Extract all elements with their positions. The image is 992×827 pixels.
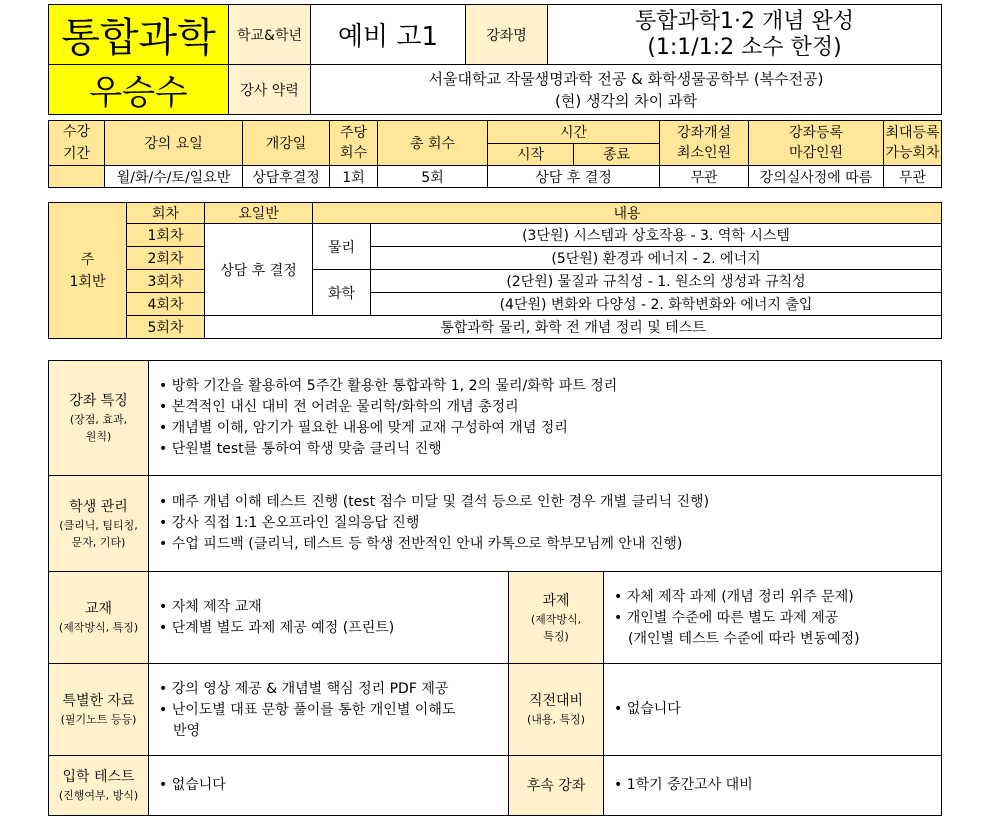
bio-cell (311, 65, 942, 115)
followup-title: 후속 강좌 (526, 777, 586, 794)
exam-prep-label: 직전대비 (내용, 특징) (509, 664, 604, 756)
subject-title: 통합과학 (49, 5, 229, 65)
special-label: 특별한 자료 (필기노트 등등) (49, 664, 149, 756)
list-item: • 단계별 별도 과제 제공 예정 (프린트) (159, 618, 508, 639)
special-title: 특별한 자료 (62, 693, 135, 709)
subject-chemistry: 화학 (313, 270, 371, 316)
homework-label: 과제 (제작방식, 특징) (509, 572, 604, 664)
curriculum-side-label: 주 1회반 (49, 203, 127, 339)
deadline-header: 강좌등록 마감인원 (749, 121, 884, 166)
header-table (48, 4, 942, 115)
course-title-cell (548, 5, 942, 65)
details-table (48, 360, 942, 816)
list-item: • 본격적인 내신 대비 전 어려운 물리학/화학의 개념 총정리 (159, 397, 941, 418)
min-value: 무관 (660, 166, 749, 188)
content-2: (5단원) 환경과 에너지 - 2. 에너지 (371, 247, 942, 270)
time-start-header: 시작 (488, 143, 574, 166)
time-header: 시간 (488, 121, 660, 144)
followup-content (604, 756, 942, 816)
start-date-value: 상담후결정 (243, 166, 330, 188)
schedule-table (48, 120, 942, 188)
list-item: • 단원별 test를 통하여 학생 맞춤 클리닉 진행 (159, 439, 941, 460)
class-value: 상담 후 결정 (205, 224, 313, 316)
period-filler (49, 166, 105, 188)
max-header: 최대등록 가능회차 (884, 121, 942, 166)
list-item: • 개념별 이해, 암기가 필요한 내용에 맞게 교재 구성하여 개념 정리 (159, 418, 941, 439)
exam-prep-title: 직전대비 (528, 693, 584, 709)
days-header: 강의 요일 (105, 121, 243, 166)
list-item: • 방학 기간을 활용하여 5주간 활용한 통합과학 1, 2의 물리/화학 파트 정리 (159, 376, 941, 397)
list-item: • 개인별 수준에 따른 별도 과제 제공 (614, 608, 941, 629)
content-3: (2단원) 물질과 규칙성 - 1. 원소의 생성과 규칙성 (371, 270, 942, 293)
total-value: 5회 (378, 166, 488, 188)
grade-label: 학교&학년 (229, 5, 311, 65)
list-item: • 난이도별 대표 문항 풀이를 통한 개인별 이해도 (159, 700, 508, 721)
session-4: 4회차 (127, 293, 205, 316)
course-title: 통합과학1·2 개념 완성 (635, 8, 854, 34)
features-title: 강좌 특징 (69, 393, 128, 409)
grade-value: 예비 고1 (311, 5, 466, 65)
list-item: • 강사 직접 1:1 온오프라인 질의응답 진행 (159, 513, 941, 534)
management-content (149, 476, 942, 572)
list-item: • 없습니다 (614, 699, 941, 720)
subject-physics: 물리 (313, 224, 371, 270)
content-5: 통합과학 물리, 화학 전 개념 정리 및 테스트 (205, 316, 942, 339)
max-value: 무관 (884, 166, 942, 188)
course-subtitle: (1:1/1:2 소수 한정) (647, 34, 842, 60)
teacher-name: 우승수 (49, 65, 229, 115)
textbook-title: 교재 (84, 601, 113, 617)
bio-line-1: 서울대학교 작물생명과학 전공 & 화학생물공학부 (복수전공) (428, 69, 824, 88)
management-label: 학생 관리 (클리닉, 팀티칭, 문자, 기타) (49, 476, 149, 572)
list-item: • 자체 제작 교재 (159, 597, 508, 618)
time-value: 상담 후 결정 (488, 166, 660, 188)
list-item: • 1학기 중간고사 대비 (614, 775, 941, 796)
homework-content (604, 572, 942, 664)
exam-prep-content (604, 664, 942, 756)
list-item: • 매주 개념 이해 테스트 진행 (test 점수 미달 및 결석 등으로 인한 경우 개별 클리닉 진행) (159, 492, 941, 513)
entrance-label: 입학 테스트 (진행여부, 방식) (49, 756, 149, 816)
class-header: 요일반 (205, 203, 313, 224)
start-date-header: 개강일 (243, 121, 330, 166)
management-title: 학생 관리 (69, 498, 128, 515)
period-label: 수강 기간 (49, 121, 105, 166)
textbook-content (149, 572, 509, 664)
features-label: 강좌 특징 (장점, 효과, 원칙) (49, 361, 149, 476)
curriculum-table (48, 202, 942, 339)
session-2: 2회차 (127, 247, 205, 270)
time-end-header: 종료 (574, 143, 660, 166)
bio-label: 강사 약력 (229, 65, 311, 115)
list-item: • 수업 피드백 (클리닉, 테스트 등 학생 전반적인 안내 카톡으로 학부모님께 안내 진행) (159, 534, 941, 555)
special-list (159, 679, 508, 721)
features-content (149, 361, 942, 476)
homework-list (614, 587, 941, 629)
content-1: (3단원) 시스템과 상호작용 - 3. 역학 시스템 (371, 224, 942, 247)
list-item: • 없습니다 (159, 775, 508, 796)
homework-note: (개인별 테스트 수준에 따라 변동예정) (628, 630, 860, 647)
textbook-label: 교재 (제작방식, 특징) (49, 572, 149, 664)
weekly-header: 주당 회수 (330, 121, 378, 166)
entrance-title: 입학 테스트 (62, 769, 135, 785)
followup-label (509, 756, 604, 816)
session-3: 3회차 (127, 270, 205, 293)
homework-title: 과제 (542, 592, 570, 609)
days-value: 월/화/수/토/일요반 (105, 166, 243, 188)
entrance-content (149, 756, 509, 816)
weekly-value: 1회 (330, 166, 378, 188)
bio-line-2: (현) 생각의 차이 과학 (555, 91, 697, 110)
list-item: • 강의 영상 제공 & 개념별 핵심 정리 PDF 제공 (159, 679, 508, 700)
special-content (149, 664, 509, 756)
session-header: 회차 (127, 203, 205, 224)
min-header: 강좌개설 최소인원 (660, 121, 749, 166)
management-list (159, 492, 941, 555)
session-1: 1회차 (127, 224, 205, 247)
textbook-list (159, 597, 508, 639)
total-header: 총 회수 (378, 121, 488, 166)
special-continuation: 반영 (173, 722, 201, 739)
content-header: 내용 (313, 203, 942, 224)
content-4: (4단원) 변화와 다양성 - 2. 화학변화와 에너지 출입 (371, 293, 942, 316)
course-label: 강좌명 (466, 5, 548, 65)
deadline-value: 강의실사정에 따름 (749, 166, 884, 188)
features-list (159, 376, 941, 460)
session-5: 5회차 (127, 316, 205, 339)
list-item: • 자체 제작 과제 (개념 정리 위주 문제) (614, 587, 941, 608)
